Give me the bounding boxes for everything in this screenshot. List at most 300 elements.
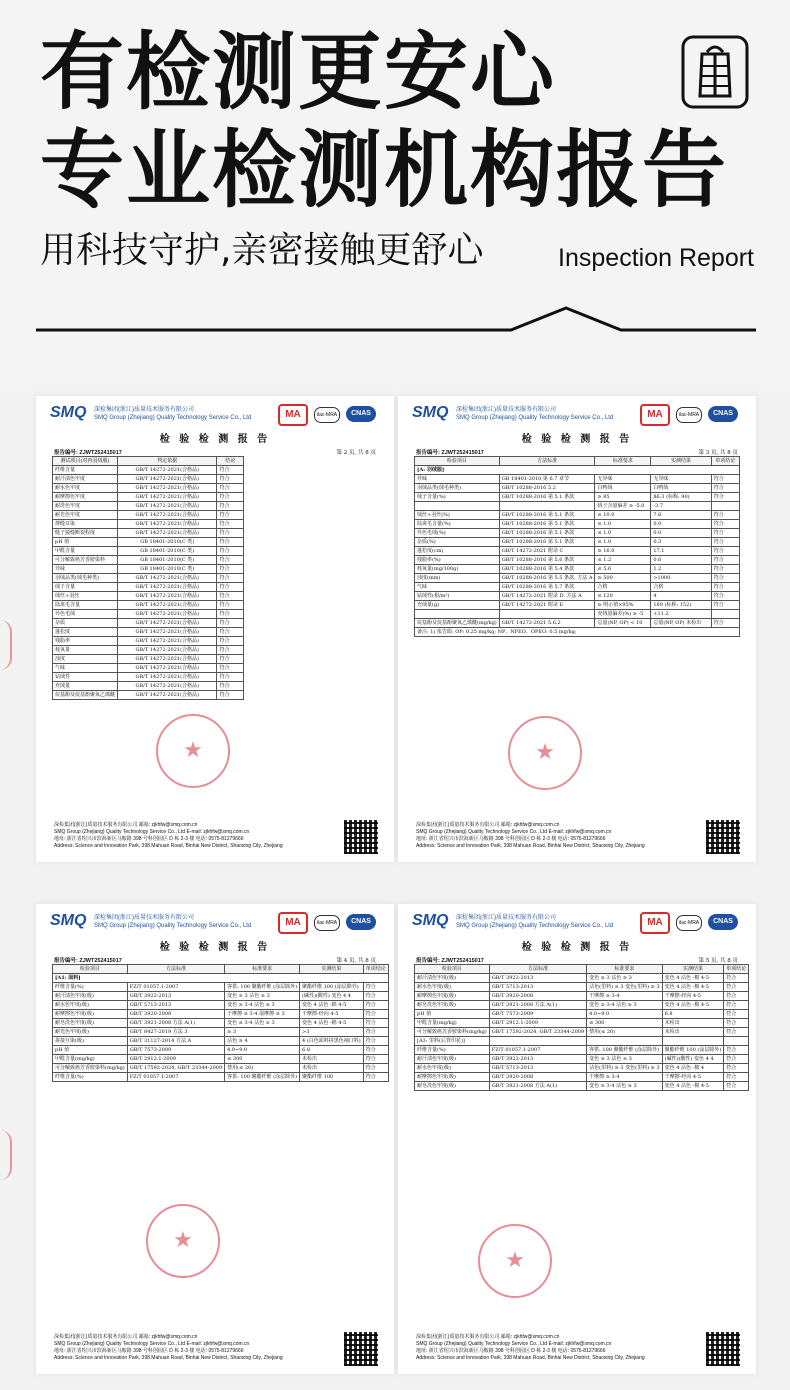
table-row xyxy=(53,520,244,529)
table-cell: GB 18401-2010(C 类) xyxy=(118,547,217,556)
table-cell: 符合 xyxy=(217,511,244,520)
table-cell: 变色 4 沾色 -棉 4-5 xyxy=(662,974,724,983)
table-cell: 耐皂洗色牢度(级) xyxy=(53,1019,128,1028)
table-cell: 符合 xyxy=(217,637,244,646)
table-cell: GB/T 14272-2021(合格品) xyxy=(118,466,217,475)
table-row xyxy=(415,538,740,547)
page-number: 第 5 页, 共 8 页 xyxy=(698,958,738,964)
table-cell: GB/T 14272-2021(合格品) xyxy=(118,574,217,583)
table-cell: 绒丝+羽丝 xyxy=(53,592,118,601)
table-cell: 符合 xyxy=(217,628,244,637)
table-cell: GB/T 14272-2021(合格品) xyxy=(118,610,217,619)
table-row xyxy=(415,992,749,1001)
table-cell: 可分解致癌芳香胺染料(mg/kg) xyxy=(415,1028,490,1037)
table-cell: 沾色(里料) ≥ 3 变色(里料) ≥ 3 xyxy=(587,1064,663,1073)
column-header: 结论 xyxy=(217,457,244,466)
table-cell: FZ/T 01057.1-2007 xyxy=(489,1046,586,1055)
table-cell: ≤ 1.0 xyxy=(595,520,651,529)
company-name: 深检集团(浙江)质量技术服务有限公司 SMQ Group (Zhejiang) Quality Technology Service Co., Ltd xyxy=(456,407,614,421)
table-cell: 异味 xyxy=(415,475,500,484)
table-cell xyxy=(587,1037,663,1046)
table-cell: 符合 xyxy=(711,529,739,538)
table-cell: 符合 xyxy=(363,1073,388,1082)
ilac-logo: ilac-MRA xyxy=(314,407,340,423)
table-cell: GB 18401-2010(C 类) xyxy=(118,565,217,574)
smq-logo: SMQ xyxy=(50,404,87,421)
table-cell: 耐汗渍色牢度(级) xyxy=(415,974,490,983)
table-cell: 气味 xyxy=(415,583,500,592)
table-cell: 符合 xyxy=(711,538,739,547)
report-header xyxy=(50,404,380,430)
table-cell: GB/T 3921-2008 方法 A(1) xyxy=(127,1019,224,1028)
column-header: 实测结果 xyxy=(300,965,364,974)
table-row xyxy=(53,1055,389,1064)
table-cell: 7.6 xyxy=(651,511,711,520)
table-cell: 沾色 ≥ 4 xyxy=(225,1037,300,1046)
table-row xyxy=(53,619,244,628)
table-cell: 纤维含量(%) xyxy=(53,1073,128,1082)
table-cell: 总量(NP, OP) 未检出 xyxy=(651,619,711,628)
table-cell: 符合 xyxy=(711,601,739,610)
table-row xyxy=(415,983,749,992)
table-cell: 耐摩擦色牢度(级) xyxy=(415,1073,490,1082)
table-cell: 符合 xyxy=(217,493,244,502)
table-cell: ≤ 1.0 xyxy=(595,529,651,538)
table-cell: 符合 xyxy=(711,574,739,583)
results-table xyxy=(414,964,749,1091)
table-cell: 耗氧量 xyxy=(53,646,118,655)
table-cell: GB/T 14272-2021(合格品) xyxy=(118,682,217,691)
table-cell: GB/T 14272-2021(合格品) xyxy=(118,637,217,646)
table-row xyxy=(415,547,740,556)
table-cell: ≥ 3 xyxy=(225,1028,300,1037)
report-title: 检 验 检 测 报 告 xyxy=(521,434,633,445)
table-cell: 符合 xyxy=(363,1010,388,1019)
table-cell: 符合 xyxy=(724,983,749,992)
table-cell: 残脂率 xyxy=(53,637,118,646)
table-row xyxy=(53,628,244,637)
table-row xyxy=(415,1055,749,1064)
table-row xyxy=(415,583,740,592)
table-row xyxy=(415,592,740,601)
table-cell: 符合 xyxy=(217,619,244,628)
table-cell: 4 (白色面料拼黑色袖口料) xyxy=(300,1037,364,1046)
table-cell: 耐汗渍色牢度(级) xyxy=(415,1055,490,1064)
table-cell: GB 18401-2010(C 类) xyxy=(118,556,217,565)
table-cell: GB/T 3922-2013 xyxy=(127,992,224,1001)
table-row xyxy=(415,475,740,484)
table-cell: (碱性)(酸性) 变色 4 4 xyxy=(662,1055,724,1064)
table-cell: 禁用(≤ 20) xyxy=(587,1028,663,1037)
table-cell: GB/T 14272-2021(合格品) xyxy=(118,511,217,520)
table-row xyxy=(415,529,740,538)
table-cell: 干摩擦 ≥ 3-4 xyxy=(587,1073,663,1082)
report-number: 报告编号: ZJWT252415017 xyxy=(54,450,122,456)
red-seal-stamp xyxy=(156,714,230,788)
table-cell: 符合 xyxy=(217,664,244,673)
table-cell: pH 值 xyxy=(415,1010,490,1019)
table-cell: ≥ 500 xyxy=(595,574,651,583)
report-number: 报告编号: ZJWT252415017 xyxy=(416,958,484,964)
table-cell: 符合 xyxy=(724,1082,749,1091)
column-header: 实测结果 xyxy=(662,965,724,974)
table-cell: 符合 xyxy=(724,1019,749,1028)
table-row xyxy=(415,1082,749,1091)
table-cell xyxy=(499,502,595,511)
results-table xyxy=(414,456,740,637)
table-cell: 变色 ≥ 3 沾色 ≥ 3 xyxy=(225,992,300,1001)
table-cell: 甲醛含量(mg/kg) xyxy=(415,1019,490,1028)
table-cell: 耐水色牢度 xyxy=(53,484,118,493)
table-cell: 可分解致癌芳香胺染料 xyxy=(53,556,118,565)
table-cell: 未检出 xyxy=(300,1055,364,1064)
table-header-row xyxy=(53,457,244,466)
table-row xyxy=(415,1073,749,1082)
table-cell: 充绒量(g) xyxy=(415,601,500,610)
table-cell xyxy=(489,1037,586,1046)
table-cell: 聚酯纤维 100 xyxy=(300,1073,364,1082)
table-cell: 变色 ≥ 3-4 沾色 ≥ 3 xyxy=(587,1082,663,1091)
table-cell: 异色毛绒 xyxy=(53,610,118,619)
table-header-row xyxy=(53,965,389,974)
table-cell: +11.2 xyxy=(651,610,711,619)
table-cell: 符合 xyxy=(217,610,244,619)
table-cell: 干摩擦-经向 4-5 xyxy=(662,992,724,1001)
section-row xyxy=(415,466,740,475)
table-cell: 符合 xyxy=(711,547,739,556)
table-cell: 耐光色牢度 xyxy=(53,511,118,520)
table-cell: GB/T 14272-2021(合格品) xyxy=(118,529,217,538)
table-cell: (碱性)(酸性) 变色 4 4 xyxy=(300,992,364,1001)
table-row xyxy=(415,574,740,583)
table-cell: ≥ 16.0 xyxy=(595,547,651,556)
table-cell: GB/T 14272-2021(合格品) xyxy=(118,691,217,700)
table-cell: 未检出 xyxy=(662,1019,724,1028)
report-footer: 深检集团(浙江)质量技术服务有限公司 邮箱: zjkhfw@smq.com.cn SMQ Group (Zhejiang) Quality Technology Service Co., Ltd E-mail: zjkhfw@smq.com.cn 地址: 浙江省绍兴市滨海新区马鞍路 398 号科创园区 D 栋 2-3 楼 电话: 0575-81279666 Address: Science and Innovation Park, 398 Mahuan Road, Binhai New District, Shaoxing City, Zhejiang xyxy=(416,1334,645,1361)
table-cell: GB/T 14272-2021(合格品) xyxy=(118,601,217,610)
table-cell: GB/T 5713-2013 xyxy=(489,1064,586,1073)
table-cell: 符合 xyxy=(217,583,244,592)
report-page-4 xyxy=(36,904,394,1374)
table-cell: 杂质(%) xyxy=(415,538,500,547)
table-cell: -3.7 xyxy=(651,502,711,511)
table-row xyxy=(53,992,389,1001)
cnas-logo: CNAS xyxy=(708,914,738,930)
table-cell: 充绒量 xyxy=(53,682,118,691)
table-row xyxy=(415,493,740,502)
table-cell: 耐水色牢度(级) xyxy=(415,983,490,992)
report-header xyxy=(412,912,742,938)
table-row xyxy=(53,484,244,493)
table-row xyxy=(53,583,244,592)
table-cell: 6.8 xyxy=(662,1010,724,1019)
divider-with-notch xyxy=(36,300,756,340)
table-cell: 绒子含量偏差 ≥ -5.0 xyxy=(595,502,651,511)
table-row xyxy=(415,1019,749,1028)
qr-code-icon xyxy=(344,820,378,854)
report-number: 报告编号: ZJWT252415017 xyxy=(54,958,122,964)
report-title: 检 验 检 测 报 告 xyxy=(521,942,633,953)
report-title: 检 验 检 测 报 告 xyxy=(159,942,271,953)
column-header: 方法标准 xyxy=(499,457,595,466)
column-header: 测试项目(对再羽绒服) xyxy=(53,457,118,466)
company-name: 深检集团(浙江)质量技术服务有限公司 SMQ Group (Zhejiang) Quality Technology Service Co., Ltd xyxy=(456,915,614,929)
table-cell: 钻绒性(根/m²) xyxy=(415,592,500,601)
report-page-2 xyxy=(36,396,394,862)
table-cell: 蓬松度(cm) xyxy=(415,547,500,556)
report-footer: 深检集团(浙江)质量技术服务有限公司 邮箱: zjkhfw@smq.com.cn SMQ Group (Zhejiang) Quality Technology Service Co., Ltd E-mail: zjkhfw@smq.com.cn 地址: 浙江省绍兴市滨海新区马鞍路 398 号科创园区 D 栋 2-3 楼 电话: 0575-81279666 Address: Science and Innovation Park, 398 Mahuan Road, Binhai New District, Shaoxing City, Zhejiang xyxy=(54,1334,283,1361)
table-cell: 符合 xyxy=(217,655,244,664)
table-cell: 4.0~9.0 xyxy=(587,1010,663,1019)
table-row xyxy=(415,1064,749,1073)
ilac-logo: ilac-MRA xyxy=(676,915,702,931)
table-cell: 符合 xyxy=(217,646,244,655)
table-cell: GB/T 7573-2009 xyxy=(489,1010,586,1019)
table-cell: >1000 xyxy=(651,574,711,583)
column-header: 检验项目 xyxy=(415,457,500,466)
table-row xyxy=(53,1001,389,1010)
table-cell: 陆禽毛含量(%) xyxy=(415,520,500,529)
table-cell: GB/T 3920-2008 xyxy=(127,1010,224,1019)
report-footer: 深检集团(浙江)质量技术服务有限公司 邮箱: zjkhfw@smq.com.cn SMQ Group (Zhejiang) Quality Technology Service Co., Ltd E-mail: zjkhfw@smq.com.cn 地址: 浙江省绍兴市滨海新区马鞍路 398 号科创园区 D 栋 2-3 楼 电话: 0575-81279666 Address: Science and Innovation Park, 398 Mahuan Road, Binhai New District, Shaoxing City, Zhejiang xyxy=(54,822,283,849)
qr-code-icon xyxy=(706,1332,740,1366)
table-cell: 169 (标称: 152) xyxy=(651,601,711,610)
table-cell: 变色 ≥ 3 沾色 ≥ 3 xyxy=(587,974,663,983)
table-cell: 0.0 xyxy=(651,520,711,529)
table-cell: 耐水色牢度(级) xyxy=(53,1001,128,1010)
table-cell xyxy=(415,610,500,619)
table-cell: GB/T 14272-2021(合格品) xyxy=(118,493,217,502)
table-cell: 耐皂洗色牢度(级) xyxy=(415,1082,490,1091)
ma-seal-icon: MA xyxy=(278,404,308,426)
column-header: 标准要求 xyxy=(587,965,663,974)
table-cell: [A3: 里料(后背印花)] xyxy=(415,1037,490,1046)
table-cell xyxy=(662,1037,724,1046)
table-row xyxy=(415,610,740,619)
table-cell: GB/T 14272-2021 附录 E xyxy=(499,601,595,610)
table-row xyxy=(415,502,740,511)
report-title: 检 验 检 测 报 告 xyxy=(159,434,271,445)
table-cell: 白鸭绒 xyxy=(595,484,651,493)
table-cell: GB/T 10288-2016 第 5.1 条款 xyxy=(499,538,595,547)
table-cell: >3 xyxy=(300,1028,364,1037)
table-row xyxy=(53,556,244,565)
table-cell: 总量(NP, OP) < 10 xyxy=(595,619,651,628)
perforation-mark xyxy=(0,1130,12,1180)
table-row xyxy=(415,520,740,529)
table-cell: 纤维含量 xyxy=(53,466,118,475)
report-header xyxy=(412,404,742,430)
table-row xyxy=(415,556,740,565)
table-row xyxy=(53,592,244,601)
table-cell: GB/T 14272-2021(合格品) xyxy=(118,655,217,664)
table-cell: GB/T 7573-2009 xyxy=(127,1046,224,1055)
table-cell: 符合 xyxy=(711,493,739,502)
table-row xyxy=(53,664,244,673)
table-cell: 异味 xyxy=(53,565,118,574)
qr-code-icon xyxy=(344,1332,378,1366)
table-cell: GB/T 3922-2013 xyxy=(489,974,586,983)
table-row xyxy=(53,682,244,691)
table-cell: GB/T 2912.1-2009 xyxy=(489,1019,586,1028)
table-row xyxy=(415,565,740,574)
report-footer: 深检集团(浙江)质量技术服务有限公司 邮箱: zjkhfw@smq.com.cn SMQ Group (Zhejiang) Quality Technology Service Co., Ltd E-mail: zjkhfw@smq.com.cn 地址: 浙江省绍兴市滨海新区马鞍路 398 号科创园区 D 栋 2-3 楼 电话: 0575-81279666 Address: Science and Innovation Park, 398 Mahuan Road, Binhai New District, Shaoxing City, Zhejiang xyxy=(416,822,645,849)
table-cell: 符合 xyxy=(217,556,244,565)
table-cell: 0.3 xyxy=(651,538,711,547)
table-cell: 符合 xyxy=(711,484,739,493)
table-cell: 无异味 xyxy=(595,475,651,484)
table-cell: 符合 xyxy=(363,1046,388,1055)
table-cell xyxy=(415,502,500,511)
table-cell: 浊度(mm) xyxy=(415,574,500,583)
ilac-logo: ilac-MRA xyxy=(314,915,340,931)
table-row xyxy=(53,610,244,619)
table-cell: 符合 xyxy=(217,475,244,484)
table-cell: GB/T 3920-2008 xyxy=(489,992,586,1001)
table-cell: GB/T 17592-2024, GB/T 23344-2009 xyxy=(489,1028,586,1037)
table-cell: 符合 xyxy=(724,1028,749,1037)
table-cell: 合格 xyxy=(595,583,651,592)
column-header: 判定依据 xyxy=(118,457,217,466)
smq-logo: SMQ xyxy=(412,404,449,421)
table-cell: 符合 xyxy=(363,1064,388,1073)
table-cell: 干摩擦-经向 4-5 xyxy=(662,1073,724,1082)
table-cell: 缝子接缝断裂程度 xyxy=(53,529,118,538)
table-cell: GB/T 3922-2013 xyxy=(489,1055,586,1064)
table-cell: GB/T 10288-2016 第 5.1 条款 xyxy=(499,493,595,502)
qr-code-icon xyxy=(706,820,740,854)
table-cell: 变色 4 沾色 -棉 4-5 xyxy=(662,1082,724,1091)
table-cell xyxy=(499,610,595,619)
table-cell: 变色 4 沾色 -棉 4-5 xyxy=(662,1001,724,1010)
table-cell: 符合 xyxy=(363,1019,388,1028)
red-seal-stamp xyxy=(508,716,582,790)
table-cell: 白鸭绒 xyxy=(651,484,711,493)
table-cell: 符合 xyxy=(724,1001,749,1010)
hero-banner xyxy=(0,0,790,390)
table-cell: 符合 xyxy=(217,484,244,493)
table-cell: 羽绒品类(绒毛种类) xyxy=(53,574,118,583)
table-cell: 耐摩擦色牢度(级) xyxy=(53,1010,128,1019)
table-cell: 86.3 (标称: 90) xyxy=(651,493,711,502)
table-cell: GB 18401-2010(C 类) xyxy=(118,538,217,547)
table-cell: 符合 xyxy=(724,1064,749,1073)
section-label: [A: 羽绒服] xyxy=(415,466,740,475)
table-cell: 1.2 xyxy=(651,565,711,574)
table-cell: FZ/T 01057.1-2007 xyxy=(127,983,224,992)
red-seal-stamp xyxy=(146,1204,220,1278)
page-number: 第 3 页, 共 8 页 xyxy=(698,450,738,456)
table-row xyxy=(415,974,749,983)
table-cell: GB/T 14272-2021(合格品) xyxy=(118,583,217,592)
table-row xyxy=(53,1028,389,1037)
column-header: 实测结果 xyxy=(651,457,711,466)
table-cell: 合格 xyxy=(651,583,711,592)
english-subtitle: Inspection Report xyxy=(558,244,754,272)
section-label: [A1: 面料] xyxy=(53,974,389,983)
company-name: 深检集团(浙江)质量技术服务有限公司 SMQ Group (Zhejiang) Quality Technology Service Co., Ltd xyxy=(94,915,252,929)
table-cell: 未检出 xyxy=(662,1028,724,1037)
table-cell: GB/T 14272-2021(合格品) xyxy=(118,646,217,655)
table-cell: ≥ 85 xyxy=(595,493,651,502)
column-header: 检验项目 xyxy=(53,965,128,974)
table-cell: 符合 xyxy=(724,1046,749,1055)
results-table xyxy=(52,456,244,700)
table-cell: GB/T 3920-2008 xyxy=(489,1073,586,1082)
subtitle: 用科技守护,亲密接触更舒心 xyxy=(40,230,484,271)
table-cell: GB/T 10288-2016 第 5.4 条款 xyxy=(499,565,595,574)
table-cell: 耗氧量(mg/100g) xyxy=(415,565,500,574)
table-cell: 干摩擦 ≥ 3-4 xyxy=(587,992,663,1001)
column-header: 单项结论 xyxy=(711,457,739,466)
table-cell: 杂质 xyxy=(53,619,118,628)
table-row xyxy=(53,1064,389,1073)
headline-line1: 有检测更安心 xyxy=(40,23,557,121)
table-row xyxy=(53,1010,389,1019)
table-note: 备注: 1) 报告限: OP: 0.25 mg/kg; NP、NPEO、OPEO: 0.5 mg/kg; xyxy=(415,628,740,637)
table-cell: GB/T 14272-2021 5.6.2 xyxy=(499,619,595,628)
table-row xyxy=(53,502,244,511)
report-number: 报告编号: ZJWT252415017 xyxy=(416,450,484,456)
table-cell: 变色 ≥ 3-4 沾色 ≥ 3 xyxy=(225,1001,300,1010)
table-cell: GB/T 3921-2008 方法 A(1) xyxy=(489,1001,586,1010)
table-cell: 变色 4 沾色 -棉 4-5 xyxy=(662,983,724,992)
table-cell: 变色 4 沾色 -棉 4 xyxy=(662,1064,724,1073)
table-cell: ≤ 5.6 xyxy=(595,565,651,574)
company-name: 深检集团(浙江)质量技术服务有限公司 SMQ Group (Zhejiang) Quality Technology Service Co., Ltd xyxy=(94,407,252,421)
table-cell: GB/T 14272-2021(合格品) xyxy=(118,673,217,682)
table-row xyxy=(53,475,244,484)
table-cell: 符合 xyxy=(711,520,739,529)
table-row xyxy=(415,1010,749,1019)
table-cell: 符合 xyxy=(363,1055,388,1064)
table-cell: 客供: 100 聚酯纤维 (涂层除外) xyxy=(225,1073,300,1082)
table-cell: GB/T 8427-2019 方法 3 xyxy=(127,1028,224,1037)
table-cell: 符合 xyxy=(217,547,244,556)
table-cell: 符合 xyxy=(363,992,388,1001)
headline-line2: 专业检测机构报告 xyxy=(40,121,729,219)
table-cell: GB/T 31127-2014 方法 A xyxy=(127,1037,224,1046)
table-cell: 0.0 xyxy=(651,529,711,538)
perforation-mark xyxy=(0,620,12,670)
table-cell: GB/T 14272-2021(合格品) xyxy=(118,628,217,637)
table-cell: 无异味 xyxy=(651,475,711,484)
column-header: 方法标准 xyxy=(489,965,586,974)
table-cell: 耐汗渍色牢度 xyxy=(53,475,118,484)
table-cell: 羽绒品类(绒毛种类) xyxy=(415,484,500,493)
table-cell: 耐汗渍色牢度(级) xyxy=(53,992,128,1001)
cnas-logo: CNAS xyxy=(708,406,738,422)
table-cell: ≤ 300 xyxy=(587,1019,663,1028)
table-cell: 4 xyxy=(651,592,711,601)
ilac-logo: ilac-MRA xyxy=(676,407,702,423)
table-cell: ≤ 120 xyxy=(595,592,651,601)
column-header: 标准要求 xyxy=(225,965,300,974)
table-cell: GB/T 10288-2016 第 5.6 条款 xyxy=(499,556,595,565)
table-cell: 符合 xyxy=(217,565,244,574)
table-row xyxy=(53,466,244,475)
table-cell: ≤ 10.0 xyxy=(595,511,651,520)
table-row xyxy=(53,646,244,655)
table-cell: 符合 xyxy=(711,583,739,592)
table-cell: 沾色(里料) ≥ 3 变色(里料) ≥ 3 xyxy=(587,983,663,992)
table-cell: 变色 4 沾色 -棉 4-5 xyxy=(300,1001,364,1010)
table-cell: 符合 xyxy=(711,475,739,484)
table-cell: 充绒量偏差(%) ≥ -5 xyxy=(595,610,651,619)
table-cell: 可分解致癌芳香胺染料(mg/kg) xyxy=(53,1064,128,1073)
table-cell: GB/T 14272-2021(合格品) xyxy=(118,520,217,529)
column-header: 方法标准 xyxy=(127,965,224,974)
